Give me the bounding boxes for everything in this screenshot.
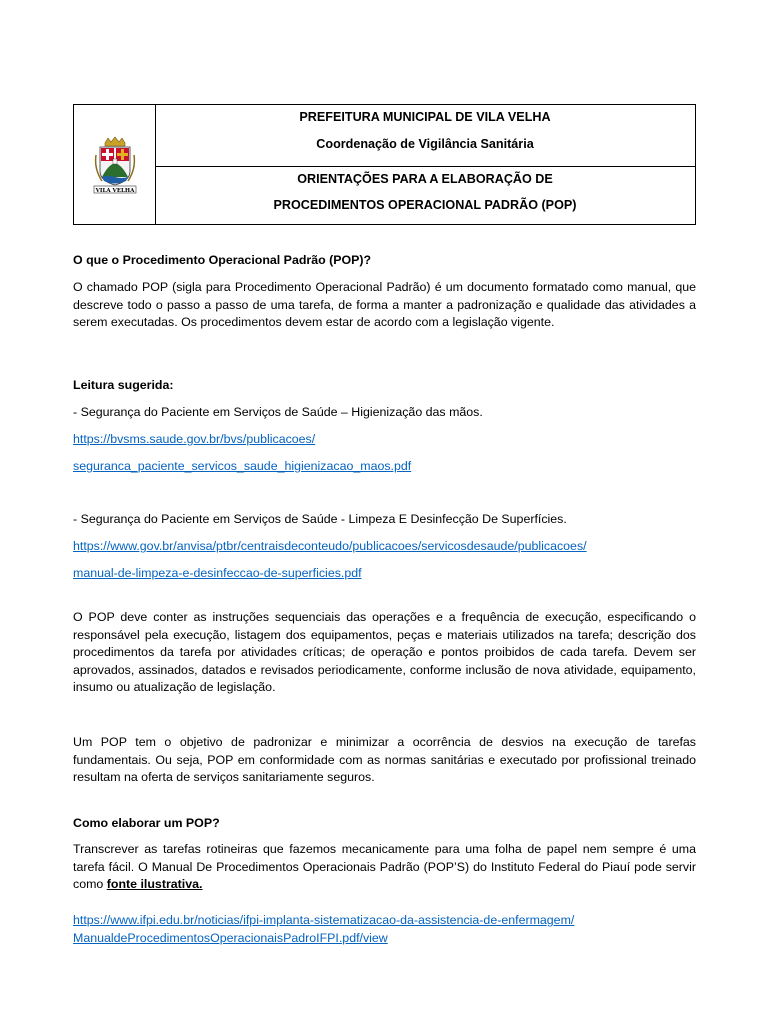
logo-cell [74, 105, 156, 224]
org-name: PREFEITURA MUNICIPAL DE VILA VELHA [299, 110, 551, 124]
paragraph-pop-objective: Um POP tem o objetivo de padronizar e minimizar a ocorrência de desvios na execução de tarefas fundamentais. Ou seja, POP em conformidade com as normas sanitárias e executado por profissional treinado resultam na oferta de serviços sanitariamente seguros. [73, 735, 696, 784]
dept-name: Coordenação de Vigilância Sanitária [316, 137, 534, 151]
header-row-organization [155, 105, 695, 167]
header-row-title [155, 167, 695, 224]
link-hand-hygiene-part2[interactable]: seguranca_paciente_servicos_saude_higienizacao_maos.pdf [73, 459, 412, 473]
link-block-1b [73, 458, 696, 476]
illustrative-source-text: fonte ilustrativa. [106, 877, 203, 891]
reading-item-surface-cleaning: - Segurança do Paciente em Serviços de Saúde - Limpeza E Desinfecção De Superfícies. [73, 512, 567, 526]
header-table [73, 104, 696, 225]
link-surface-cleaning-part1[interactable]: https://www.gov.br/anvisa/ptbr/centraisdeconteudo/publicacoes/servicosdesaude/publicacoes/ [73, 539, 587, 553]
paragraph-pop-definition: O chamado POP (sigla para Procedimento Operacional Padrão) é um documento formatado como manual, que descreve todo o passo a passo de uma tarefa, de forma a manter a padronização e qualidade das atividades a serem executadas. Os procedimentos devem estar de acordo com a legislação vigente. [73, 280, 696, 329]
doc-title-line1: ORIENTAÇÕES PARA A ELABORAÇÃO DE [297, 172, 553, 186]
link-block-2b [73, 565, 696, 583]
section-heading-what-is-pop: O que o Procedimento Operacional Padrão (POP)? [73, 253, 372, 267]
doc-title-line2: PROCEDIMENTOS OPERACIONAL PADRÃO (POP) [273, 198, 577, 212]
link-block-ifpi [73, 912, 696, 947]
link-block-1a [73, 431, 696, 449]
section-heading-suggested-reading: Leitura sugerida: [73, 378, 174, 392]
link-block-2a [73, 538, 696, 556]
how-to-write-text: Transcrever as tarefas rotineiras que fazemos mecanicamente para uma folha de papel nem sempre é uma tarefa fácil. O Manual De Procedimentos Operacionais Padrão (POP’S) do Instituto Federal do Piauí pode servir como [73, 842, 696, 891]
link-ifpi-manual-part1[interactable]: https://www.ifpi.edu.br/noticias/ifpi-implanta-sistematizacao-da-assistencia-de-enfermagem/ [73, 913, 575, 927]
link-hand-hygiene-part1[interactable]: https://bvsms.saude.gov.br/bvs/publicacoes/ [73, 432, 316, 446]
section-heading-how-to-write-pop: Como elaborar um POP? [73, 816, 220, 830]
reading-item-hand-hygiene: - Segurança do Paciente em Serviços de Saúde – Higienização das mãos. [73, 405, 483, 419]
link-ifpi-manual-part2[interactable]: ManualdeProcedimentosOperacionaisPadroIFPI.pdf/view [73, 930, 388, 945]
logo-text: VILA VELHA [95, 187, 134, 194]
link-surface-cleaning-part2[interactable]: manual-de-limpeza-e-desinfeccao-de-superficies.pdf [73, 566, 362, 580]
paragraph-pop-contents: O POP deve conter as instruções sequenciais das operações e a frequência de execução, especificando o responsável pela execução, listagem dos equipamentos, peças e materiais utilizados na tarefa; descrição dos procedimentos da tarefa por atividades críticas; de operação e pontos proibidos de cada tarefa. Devem ser aprovados, assinados, datados e revisados periodicamente, conforme inclusão de nova atividade, equipamento, insumo ou atualização de legislação. [73, 610, 696, 694]
city-coat-of-arms-logo [90, 135, 140, 195]
paragraph-how-to-write [73, 841, 696, 894]
